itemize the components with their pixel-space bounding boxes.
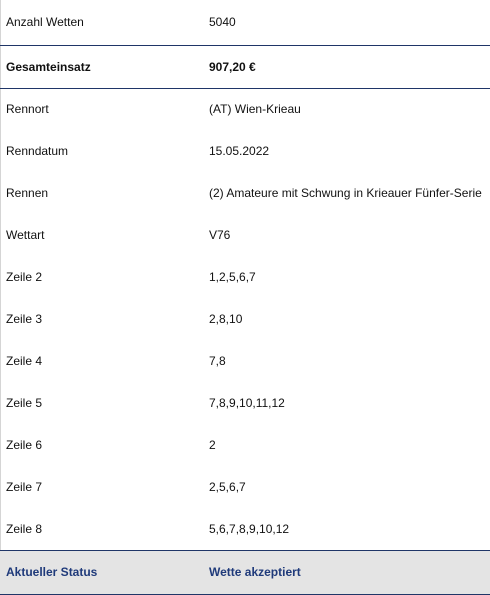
total-stake-value: 907,20 €: [199, 45, 490, 88]
line-6-value: 2: [209, 438, 216, 452]
line-7-value: 2,5,6,7: [209, 480, 246, 494]
status-row: [0, 550, 490, 594]
status-label: Aktueller Status: [0, 550, 199, 594]
total-stake-row: [0, 45, 490, 88]
status-value: Wette akzeptiert: [199, 550, 490, 594]
detail-row-line-2: [0, 256, 490, 298]
race-value: (2) Amateure mit Schwung in Krieauer Fünfer-Serie: [209, 186, 482, 200]
detail-row-line-5: [0, 382, 490, 424]
total-stake-label: Gesamteinsatz: [0, 45, 199, 88]
line-8-value: 5,6,7,8,9,10,12: [209, 521, 290, 536]
detail-row-venue: [0, 88, 490, 130]
venue-label: Rennort: [6, 102, 49, 117]
bet-count-label: Anzahl Wetten: [0, 0, 199, 45]
detail-row-race: [0, 172, 490, 214]
line-4-value: 7,8: [209, 354, 226, 368]
detail-row-line-7: [0, 466, 490, 508]
detail-row-line-6: [0, 424, 490, 466]
line-4-label: Zeile 4: [6, 354, 43, 368]
line-7-label: Zeile 7: [6, 480, 43, 494]
line-5-label: Zeile 5: [6, 396, 43, 410]
line-8-label: Zeile 8: [6, 521, 43, 536]
line-5-value: 7,8,9,10,11,12: [209, 396, 285, 410]
line-6-label: Zeile 6: [6, 438, 43, 452]
bet-count-row: [0, 0, 490, 45]
detail-row-bet-type: [0, 214, 490, 256]
line-2-value: 1,2,5,6,7: [209, 270, 256, 284]
line-3-label: Zeile 3: [6, 312, 43, 326]
line-2-label: Zeile 2: [6, 270, 43, 284]
detail-row-race-date: [0, 130, 490, 172]
race-date-value: 15.05.2022: [209, 144, 270, 158]
detail-row-line-3: [0, 298, 490, 340]
race-label: Rennen: [6, 186, 49, 200]
race-date-label: Renndatum: [6, 144, 69, 158]
bet-count-value: 5040: [199, 0, 490, 45]
bet-type-label: Wettart: [6, 228, 45, 242]
venue-value: (AT) Wien-Krieau: [209, 102, 301, 117]
detail-row-line-4: [0, 340, 490, 382]
bet-type-value: V76: [209, 228, 231, 242]
line-3-value: 2,8,10: [209, 312, 243, 326]
detail-row-line-8: [0, 508, 490, 550]
